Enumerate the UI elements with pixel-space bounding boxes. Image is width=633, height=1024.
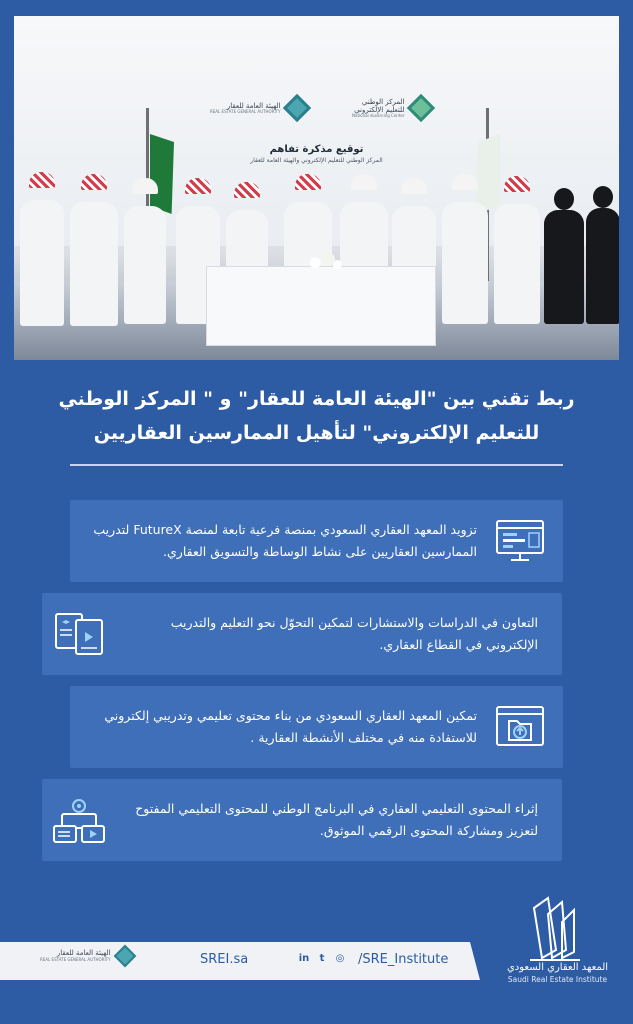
institute-name	[500, 962, 615, 984]
mou-caption	[14, 144, 619, 164]
linkedin-icon[interactable]: in	[298, 953, 310, 964]
backdrop-logo-authority	[210, 98, 307, 118]
feature-text-2: التعاون في الدراسات والاستشارات لتمكين التحوّل نحو التعليم والتدريب الإلكتروني في القطاع العقاري.	[170, 615, 538, 652]
feature-box-1	[70, 500, 563, 582]
backdrop-authority-en: REAL ESTATE GENERAL AUTHORITY	[210, 108, 281, 114]
attendee-12	[586, 194, 619, 324]
feature-text-4: إثراء المحتوى التعليمي العقاري في البرنامج الوطني للمحتوى التعليمي المفتوح لتعزيز ومشاركة المحتوى الرقمي الموثوق.	[135, 801, 538, 838]
feature-box-4	[42, 779, 562, 861]
backdrop-elearning-en: National eLearning Center	[352, 113, 405, 119]
backdrop-logo-elearning	[352, 98, 431, 119]
elearning-docs-icon	[52, 610, 106, 658]
mou-subtitle: المركز الوطني للتعليم الإلكتروني والهيئة العامة للعقار	[250, 157, 383, 164]
feature-box-3	[70, 686, 563, 768]
feature-text-3: تمكين المعهد العقاري السعودي من بناء محتوى تعليمي وتدريبي إلكتروني للاستفادة منه في مختلف الأنشطة العقارية .	[104, 708, 477, 745]
upload-folder-icon	[493, 703, 547, 751]
signing-ceremony-photo	[14, 16, 619, 360]
attendee-8	[392, 192, 436, 276]
backdrop-elearning-ar2: للتعليم الإلكتروني	[354, 106, 405, 115]
backdrop-elearning-ar1: المركز الوطني	[361, 98, 405, 106]
content-settings-icon	[52, 796, 106, 844]
attendee-2	[70, 188, 118, 326]
social-handle-link[interactable]: /SRE_Institute	[358, 952, 449, 967]
headline	[40, 382, 593, 450]
institute-name-en: Saudi Real Estate Institute	[507, 975, 608, 984]
attendee-1	[20, 186, 64, 326]
code-monitor-icon	[493, 517, 547, 565]
footer-authority-en: REAL ESTATE GENERAL AUTHORITY	[40, 956, 111, 962]
attendee-9	[442, 188, 488, 324]
flower-arrangement	[302, 252, 346, 270]
feature-text-1: تزويد المعهد العقاري السعودي بمنصة فرعية تابعة لمنصة FutureX لتدريب الممارسين العقاريين على نشاط الوساطة والتسويق العقاري.	[93, 522, 477, 559]
authority-logo-icon	[113, 945, 136, 968]
signing-table	[206, 266, 436, 346]
attendee-3	[124, 192, 166, 324]
attendee-11	[544, 196, 584, 324]
headline-line-2: للتعليم الإلكتروني" لتأهيل الممارسين العقاريين	[93, 422, 540, 444]
social-icons	[298, 953, 346, 965]
headline-divider	[70, 464, 563, 466]
website-link[interactable]: SREI.sa	[200, 952, 249, 967]
mou-title: توقيع مذكرة تفاهم	[269, 144, 364, 155]
institute-name-ar: المعهد العقاري السعودي	[506, 962, 609, 973]
instagram-icon[interactable]: ◎	[335, 953, 345, 964]
backdrop-authority-ar: الهيئة العامة للعقار	[226, 101, 281, 110]
attendee-5	[226, 196, 268, 276]
elearning-logo-icon	[406, 94, 434, 122]
headline-line-1: ربط تقني بين "الهيئة العامة للعقار" و " المركز الوطني	[58, 388, 575, 410]
twitter-icon[interactable]: t	[319, 953, 325, 964]
attendee-10	[494, 190, 540, 324]
footer-authority-ar: الهيئة العامة للعقار	[56, 949, 111, 958]
attendee-7	[340, 188, 388, 276]
footer-authority-logo	[40, 948, 133, 964]
feature-box-2	[42, 593, 562, 675]
authority-logo-icon	[282, 94, 310, 122]
